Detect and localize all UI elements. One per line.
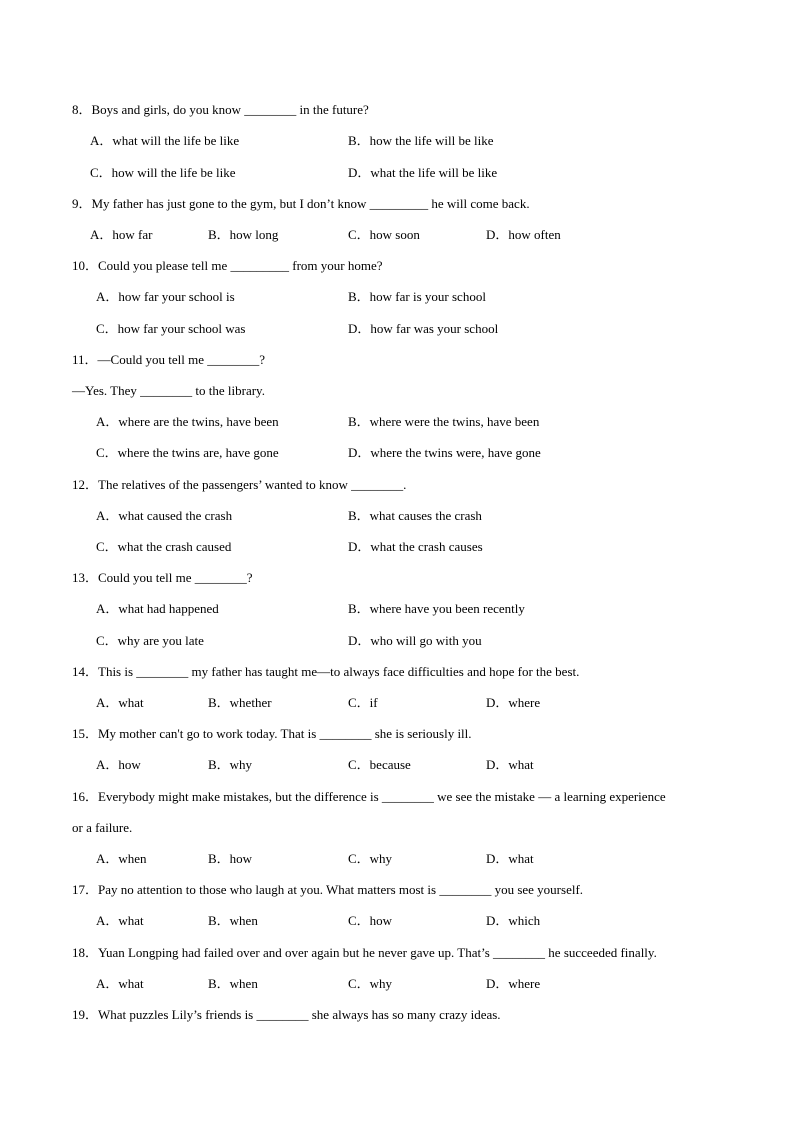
question-14-option-b: B．whether [208, 695, 272, 710]
question-16-stem: 16．Everybody might make mistakes, but the difference is ________ we see the mistake — a learning experience [72, 789, 666, 804]
question-11-option-b: B．where were the twins, have been [348, 414, 540, 429]
question-18-option-c: C．why [348, 976, 393, 991]
question-9-option-a: A．how far [90, 227, 153, 242]
question-12-option-a: A．what caused the crash [96, 508, 233, 523]
question-8-option-c: C．how will the life be like [90, 165, 236, 180]
question-13-option-a: A．what had happened [96, 601, 219, 616]
question-13-stem: 13．Could you tell me ________? [72, 570, 253, 585]
question-15-option-a: A．how [96, 757, 141, 772]
question-8-option-d: D．what the life will be like [348, 165, 498, 180]
question-15-stem: 15．My mother can't go to work today. That is ________ she is seriously ill. [72, 726, 472, 741]
question-16-option-a: A．when [96, 851, 147, 866]
question-18-stem: 18．Yuan Longping had failed over and over again but he never gave up. That’s ________ he succeeded finally. [72, 945, 657, 960]
question-10-stem: 10．Could you please tell me _________ from your home? [72, 258, 383, 273]
question-15-option-b: B．why [208, 757, 253, 772]
question-18-option-d: D．where [486, 976, 541, 991]
question-10-option-d: D．how far was your school [348, 321, 499, 336]
question-14-option-d: D．where [486, 695, 541, 710]
question-16-stem-continued: or a failure. [72, 820, 133, 835]
question-14-option-a: A．what [96, 695, 144, 710]
question-8-option-a: A．what will the life be like [90, 133, 240, 148]
question-15-option-c: C．because [348, 757, 411, 772]
question-13-option-b: B．where have you been recently [348, 601, 525, 616]
question-15-option-d: D．what [486, 757, 534, 772]
question-11-stem: 11．—Could you tell me ________? [72, 352, 266, 367]
question-17-option-d: D．which [486, 913, 541, 928]
question-12-stem: 12．The relatives of the passengers’ wanted to know ________. [72, 477, 407, 492]
question-19-stem: 19．What puzzles Lily’s friends is ________ she always has so many crazy ideas. [72, 1007, 501, 1022]
question-17-option-a: A．what [96, 913, 144, 928]
question-17-option-b: B．when [208, 913, 258, 928]
question-9-stem: 9．My father has just gone to the gym, but I don’t know _________ he will come back. [72, 196, 530, 211]
question-16-option-d: D．what [486, 851, 534, 866]
question-14-stem: 14．This is ________ my father has taught me—to always face difficulties and hope for the best. [72, 664, 580, 679]
question-10-option-b: B．how far is your school [348, 289, 486, 304]
question-11-option-d: D．where the twins were, have gone [348, 445, 541, 460]
question-12-option-d: D．what the crash causes [348, 539, 483, 554]
question-11-option-c: C．where the twins are, have gone [96, 445, 279, 460]
question-12-option-c: C．what the crash caused [96, 539, 232, 554]
question-13-option-c: C．why are you late [96, 633, 204, 648]
question-8-stem: 8．Boys and girls, do you know ________ in the future? [72, 102, 369, 117]
question-18-option-a: A．what [96, 976, 144, 991]
question-14-option-c: C．if [348, 695, 378, 710]
question-8-option-b: B．how the life will be like [348, 133, 494, 148]
question-10-option-c: C．how far your school was [96, 321, 246, 336]
question-13-option-d: D．who will go with you [348, 633, 482, 648]
question-12-option-b: B．what causes the crash [348, 508, 482, 523]
question-9-option-c: C．how soon [348, 227, 420, 242]
question-9-option-d: D．how often [486, 227, 561, 242]
question-18-option-b: B．when [208, 976, 258, 991]
question-17-option-c: C．how [348, 913, 393, 928]
question-17-stem: 17．Pay no attention to those who laugh at you. What matters most is ________ you see yourself. [72, 882, 584, 897]
question-11-stem-reply: —Yes. They ________ to the library. [72, 383, 265, 398]
question-9-option-b: B．how long [208, 227, 279, 242]
question-16-option-c: C．why [348, 851, 393, 866]
question-16-option-b: B．how [208, 851, 253, 866]
question-10-option-a: A．how far your school is [96, 289, 235, 304]
question-11-option-a: A．where are the twins, have been [96, 414, 279, 429]
